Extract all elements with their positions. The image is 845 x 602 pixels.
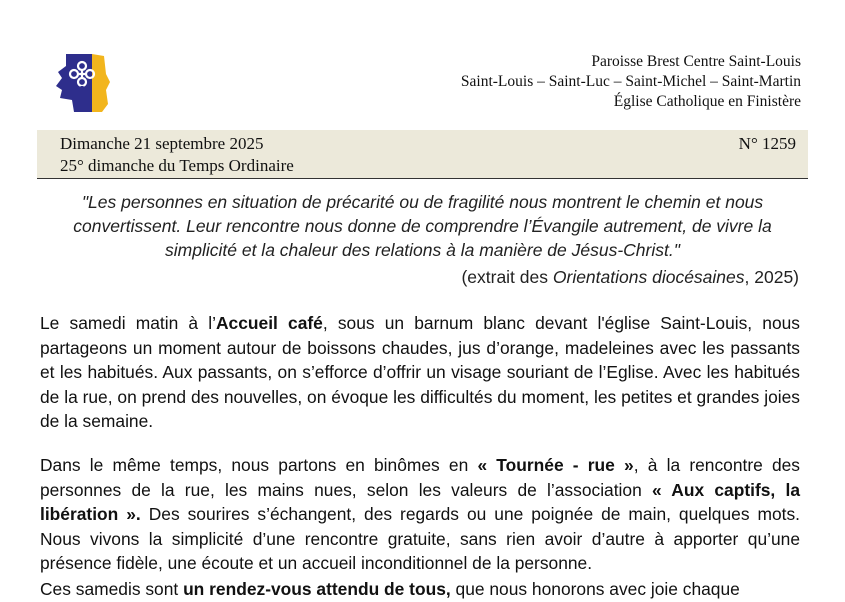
parish-cross-logo-icon: [52, 52, 112, 114]
quote-source-title: Orientations diocésaines: [552, 267, 745, 287]
parish-name: Paroisse Brest Centre Saint-Louis: [591, 53, 801, 70]
quote-text: "Les personnes en situation de précarité ou de fragilité nous montrent le chemin et nous convertissent. Leur rencontre nous donne de comprendre l’Évangile autrement, de vivre la simplicité et la chaleur des relations à la manière de Jésus-Christ.": [73, 192, 772, 260]
bold-run: « Tournée - rue »: [477, 455, 634, 475]
parish-logo: [52, 52, 112, 114]
bulletin-date: Dimanche 21 septembre 2025: [60, 134, 264, 153]
quote-source-close: , 2025): [744, 267, 799, 287]
bulletin-header-band: [37, 130, 808, 179]
text-run: , à la rencontre des personnes de la rue, les mains nues, selon les valeurs de l’association: [40, 455, 801, 500]
liturgical-day: 25° dimanche du Temps Ordinaire: [60, 156, 294, 175]
diocese-name: Église Catholique en Finistère: [613, 93, 801, 110]
paragraph-accueil-cafe: [40, 311, 800, 434]
quote-source: [461, 265, 799, 289]
text-run: Le samedi matin à l’: [40, 313, 216, 333]
text-run: que nous honorons avec joie chaque: [450, 579, 740, 599]
bold-run: un rendez-vous attendu de tous,: [183, 579, 451, 599]
paragraph-samedis: [40, 577, 800, 602]
text-run: Dans le même temps, nous partons en binômes en: [40, 455, 478, 475]
parish-churches: Saint-Louis – Saint-Luc – Saint-Michel – Saint-Martin: [460, 73, 801, 90]
quote-source-open: (extrait des: [461, 267, 553, 287]
parish-info: [461, 52, 801, 112]
bulletin-date-block: [60, 133, 294, 177]
text-run: Ces samedis sont: [40, 579, 184, 599]
bold-run: Accueil café: [216, 313, 323, 333]
bulletin-number: N° 1259: [738, 134, 796, 153]
text-run: , sous un barnum blanc devant l'église Saint-Louis, nous partageons un moment autour de boissons chaudes, jus d’orange, madeleines avec les passants et les habitués. Aux passants, on s’efforce d’offrir un visage souriant de l’Eglise. Avec les habitués de la rue, on prend des nouvelles, on évoque les difficultés du moment, les petites et grandes joies de la semaine.: [40, 313, 801, 431]
text-run: Des sourires s’échangent, des regards ou une poignée de main, quelques mots. Nous vivons la simplicité d’une rencontre gratuite, sans rien avoir d’autre à apporter qu’une présence fidèle, une écoute et un accueil inconditionnel de la personne.: [40, 504, 800, 573]
bold-run: « Aux captifs, la libération ».: [40, 479, 800, 524]
paragraph-tournee-rue: [40, 453, 800, 576]
